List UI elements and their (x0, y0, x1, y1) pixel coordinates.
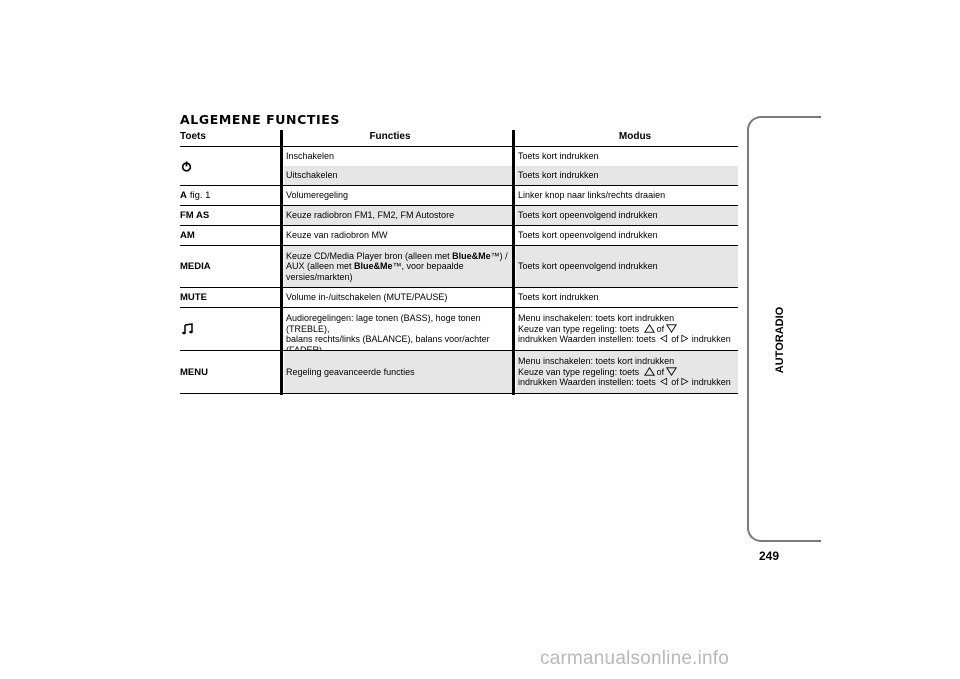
triangle-right-icon (681, 377, 690, 386)
table-row (180, 166, 738, 185)
watermark: carmanualsonline.info (540, 648, 730, 669)
page-number: 249 (759, 549, 780, 563)
function-text: ™) / (490, 250, 508, 261)
brand-text: Blue&Me (354, 261, 393, 272)
mode-text: of (656, 366, 665, 377)
table-row (180, 226, 738, 245)
music-note-icon (182, 323, 194, 335)
key-label: FM AS (180, 210, 210, 221)
mode-text: Toets kort indrukken (518, 170, 599, 181)
function-text: Keuze CD/Media Player bron (alleen met (286, 250, 453, 261)
function-text: ™, voor bepaalde (392, 261, 464, 272)
function-text: Regeling geavanceerde functies (286, 366, 415, 377)
brand-text: Blue&Me (452, 250, 491, 261)
mode-text: Toets kort opeenvolgend indrukken (518, 261, 658, 272)
header-functies: Functies (369, 131, 411, 142)
triangle-left-icon (660, 377, 669, 386)
table-row (180, 206, 738, 225)
key-label: MENU (180, 366, 208, 378)
header-toets: Toets (180, 131, 206, 142)
function-text: Inschakelen (286, 151, 335, 162)
table-row (180, 186, 738, 205)
key-label: AM (180, 230, 195, 241)
chapter-label (770, 300, 790, 380)
mode-text: indrukken (691, 334, 731, 345)
triangle-left-icon (660, 334, 669, 343)
triangle-right-icon (681, 334, 690, 343)
table-row (180, 246, 738, 287)
header-modus: Modus (618, 131, 652, 142)
function-text: Audioregelingen: lage tonen (BASS), hoge tonen (TREBLE), (286, 313, 481, 334)
function-text: Uitschakelen (286, 170, 338, 181)
mode-text: of (656, 323, 665, 334)
triangle-down-icon (666, 367, 677, 376)
mode-text: Toets kort opeenvolgend indrukken (518, 230, 658, 241)
mode-text: Toets kort indrukken (518, 151, 599, 162)
function-text: Keuze radiobron FM1, FM2, FM Autostore (286, 210, 455, 221)
table-row (180, 288, 738, 307)
function-text: balans rechts/links (BALANCE), balans voor/achter (286, 334, 490, 344)
key-suffix: fig. 1 (189, 190, 211, 201)
mode-text: Menu inschakelen: toets kort indrukken (518, 356, 675, 367)
triangle-up-icon (644, 324, 655, 333)
function-text: Keuze van radiobron MW (286, 230, 388, 241)
table-row (180, 308, 738, 350)
mode-text: indrukken (691, 377, 731, 388)
function-text: Volume in-/uitschakelen (MUTE/PAUSE) (286, 292, 448, 303)
mode-text: indrukken Waarden instellen: toets (518, 334, 656, 345)
mode-text: Linker knop naar links/rechts draaien (518, 190, 666, 201)
key-label: MUTE (180, 292, 207, 303)
function-text: AUX (alleen met (286, 261, 355, 272)
key-label: MEDIA (180, 261, 211, 272)
mode-text: Toets kort indrukken (518, 292, 599, 303)
mode-text: Menu inschakelen: toets kort indrukken (518, 313, 675, 324)
chapter-label-text: AUTORADIO (774, 306, 786, 374)
triangle-down-icon (666, 324, 677, 333)
row-rule (180, 393, 738, 394)
function-text: versies/markten) (286, 271, 353, 282)
key-label: A (180, 190, 187, 201)
mode-text: Keuze van type regeling: toets (518, 366, 640, 377)
table-row (180, 351, 738, 393)
function-text: Volumeregeling (286, 190, 349, 201)
triangle-up-icon (644, 367, 655, 376)
mode-text: indrukken Waarden instellen: toets (518, 377, 656, 388)
mode-text: Toets kort opeenvolgend indrukken (518, 210, 658, 221)
section-title: ALGEMENE FUNCTIES (180, 112, 341, 127)
mode-text: Keuze van type regeling: toets (518, 323, 640, 334)
mode-text: of (671, 377, 679, 388)
mode-text: of (671, 334, 679, 345)
